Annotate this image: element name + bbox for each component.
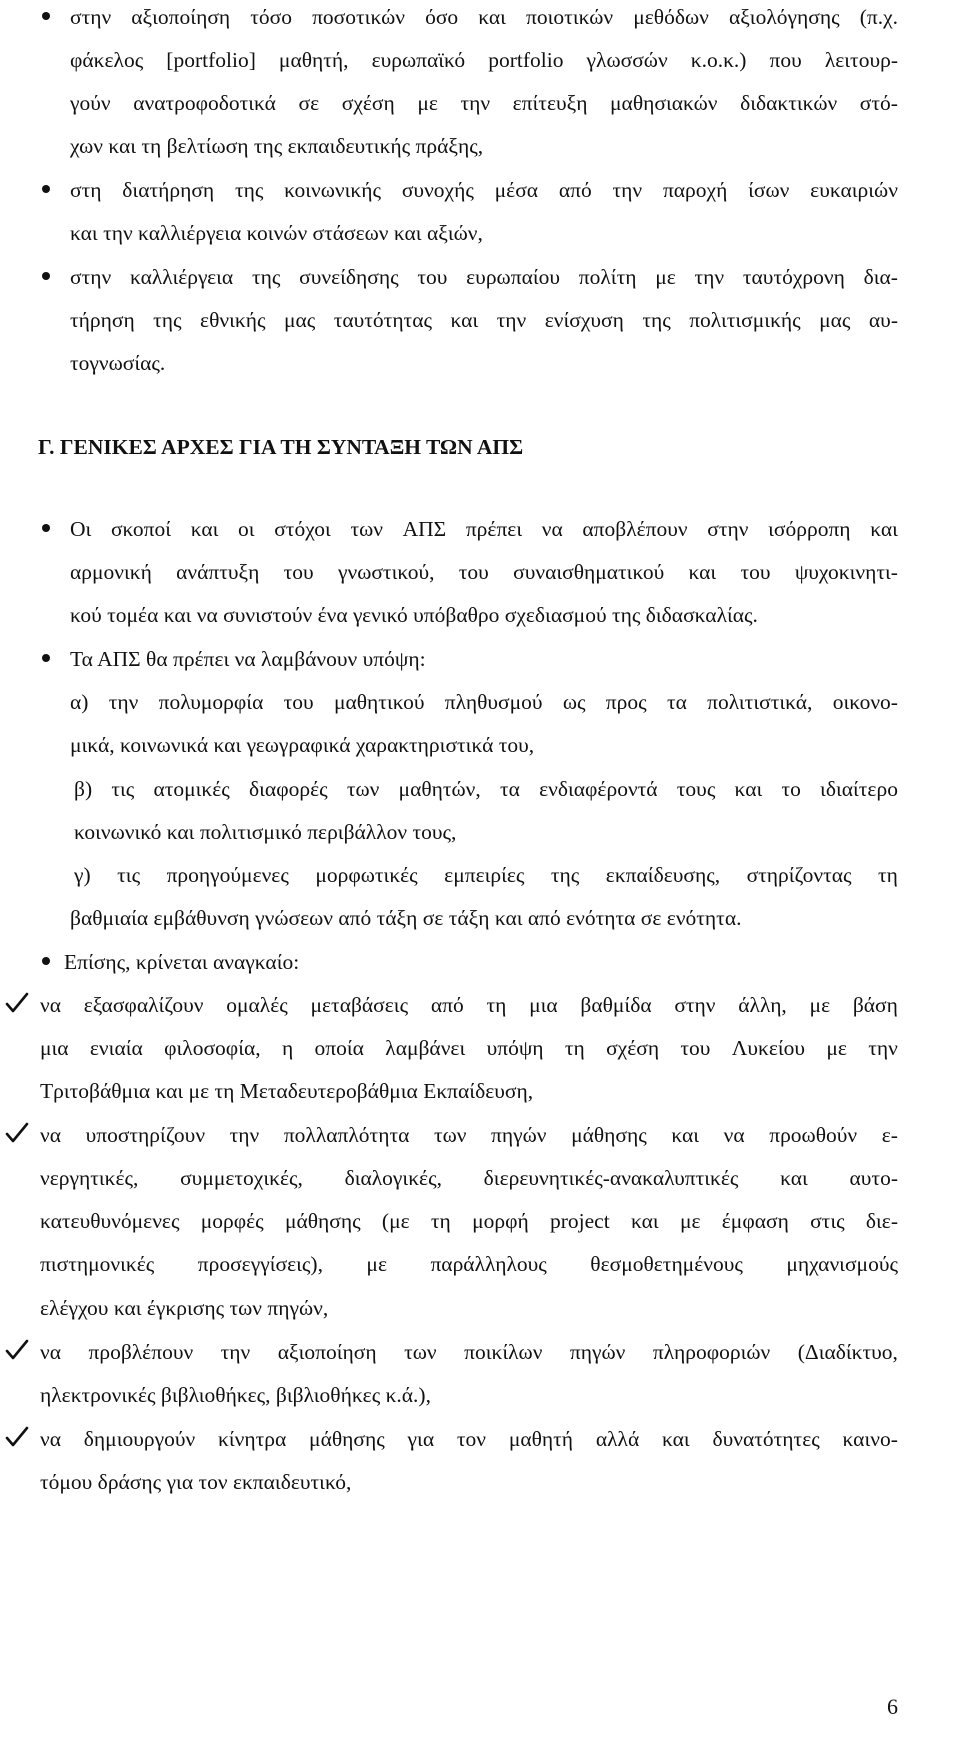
section-heading: Γ. ΓΕΝΙΚΕΣ ΑΡΧΕΣ ΓΙΑ ΤΗ ΣΥΝΤΑΞΗ ΤΩΝ ΑΠΣ	[38, 435, 524, 459]
bullet-icon	[42, 957, 50, 965]
text-line: ηλεκτρονικές βιβλιοθήκες, βιβλιοθήκες κ.ά.),	[40, 1383, 431, 1407]
text-line: τογνωσίας.	[70, 351, 166, 375]
bullet-icon	[42, 12, 50, 20]
page-number: 6	[887, 1694, 898, 1719]
text-line: φάκελος [portfolio] μαθητή, ευρωπαϊκό portfolio γλωσσών κ.ο.κ.) που λειτουρ-	[70, 48, 898, 72]
text-line: Επίσης, κρίνεται αναγκαίο:	[64, 950, 300, 974]
text-line: γούν ανατροφοδοτικά σε σχέση με την επίτευξη μαθησιακών διδακτικών στό-	[70, 91, 898, 115]
checkmark-icon	[4, 1424, 30, 1450]
bullet-icon	[42, 654, 50, 662]
bullet-icon	[42, 524, 50, 532]
bullet-icon	[42, 272, 50, 280]
checkmark-icon	[4, 990, 30, 1016]
text-line: στην καλλιέργεια της συνείδησης του ευρωπαίου πολίτη με την ταυτόχρονη δια-	[70, 265, 898, 289]
text-line: νεργητικές, συμμετοχικές, διαλογικές, διερευνητικές-ανακαλυπτικές και αυτο-	[40, 1166, 898, 1190]
text-line: να δημιουργούν κίνητρα μάθησης για τον μαθητή αλλά και δυνατότητες καινο-	[40, 1427, 898, 1451]
text-line: βαθμιαία εμβάθυνση γνώσεων από τάξη σε τάξη και από ενότητα σε ενότητα.	[70, 906, 742, 930]
text-line: στην αξιοποίηση τόσο ποσοτικών όσο και ποιοτικών μεθόδων αξιολόγησης (π.χ.	[70, 5, 898, 29]
text-line: και την καλλιέργεια κοινών στάσεων και αξιών,	[70, 221, 483, 245]
text-line: χων και τη βελτίωση της εκπαιδευτικής πράξης,	[70, 134, 484, 158]
text-line: γ) τις προηγούμενες μορφωτικές εμπειρίες της εκπαίδευσης, στηρίζοντας τη	[74, 863, 898, 887]
text-line: να εξασφαλίζουν ομαλές μεταβάσεις από τη μια βαθμίδα στην άλλη, με βάση	[40, 993, 898, 1017]
text-line: ελέγχου και έγκρισης των πηγών,	[40, 1296, 329, 1320]
text-line: μικά, κοινωνικά και γεωγραφικά χαρακτηριστικά του,	[70, 733, 535, 757]
checkmark-icon	[4, 1337, 30, 1363]
text-line: τόμου δράσης για τον εκπαιδευτικό,	[40, 1470, 352, 1494]
text-line: β) τις ατομικές διαφορές των μαθητών, τα ενδιαφέροντά τους και το ιδιαίτερο	[74, 777, 898, 801]
text-line: αρμονική ανάπτυξη του γνωστικού, του συναισθηματικού και του ψυχοκινητι-	[70, 560, 898, 584]
text-line: να προβλέπουν την αξιοποίηση των ποικίλων πηγών πληροφοριών (Διαδίκτυο,	[40, 1340, 898, 1364]
text-line: Τα ΑΠΣ θα πρέπει να λαμβάνουν υπόψη:	[70, 647, 426, 671]
text-line: α) την πολυμορφία του μαθητικού πληθυσμού ως προς τα πολιτιστικά, οικονο-	[70, 690, 898, 714]
text-line: κού τομέα και να συνιστούν ένα γενικό υπόβαθρο σχεδιασμού της διδασκαλίας.	[70, 603, 758, 627]
text-line: να υποστηρίζουν την πολλαπλότητα των πηγών μάθησης και να προωθούν ε-	[40, 1123, 898, 1147]
text-line: στη διατήρηση της κοινωνικής συνοχής μέσα από την παροχή ίσων ευκαιριών	[70, 178, 898, 202]
text-line: Οι σκοποί και οι στόχοι των ΑΠΣ πρέπει να αποβλέπουν στην ισόρροπη και	[70, 517, 898, 541]
bullet-icon	[42, 185, 50, 193]
text-line: τήρηση της εθνικής μας ταυτότητας και την ενίσχυση της πολιτισμικής μας αυ-	[70, 308, 898, 332]
text-line: Τριτοβάθμια και με τη Μεταδευτεροβάθμια Εκπαίδευση,	[40, 1079, 534, 1103]
checkmark-icon	[4, 1120, 30, 1146]
text-line: πιστημονικές προσεγγίσεις), με παράλληλους θεσμοθετημένους μηχανισμούς	[40, 1252, 898, 1276]
text-line: κοινωνικό και πολιτισμικό περιβάλλον τους,	[74, 820, 457, 844]
text-line: μια ενιαία φιλοσοφία, η οποία λαμβάνει υπόψη τη σχέση του Λυκείου με την	[40, 1036, 898, 1060]
text-line: κατευθυνόμενες μορφές μάθησης (με τη μορφή project και με έμφαση στις διε-	[40, 1209, 898, 1233]
